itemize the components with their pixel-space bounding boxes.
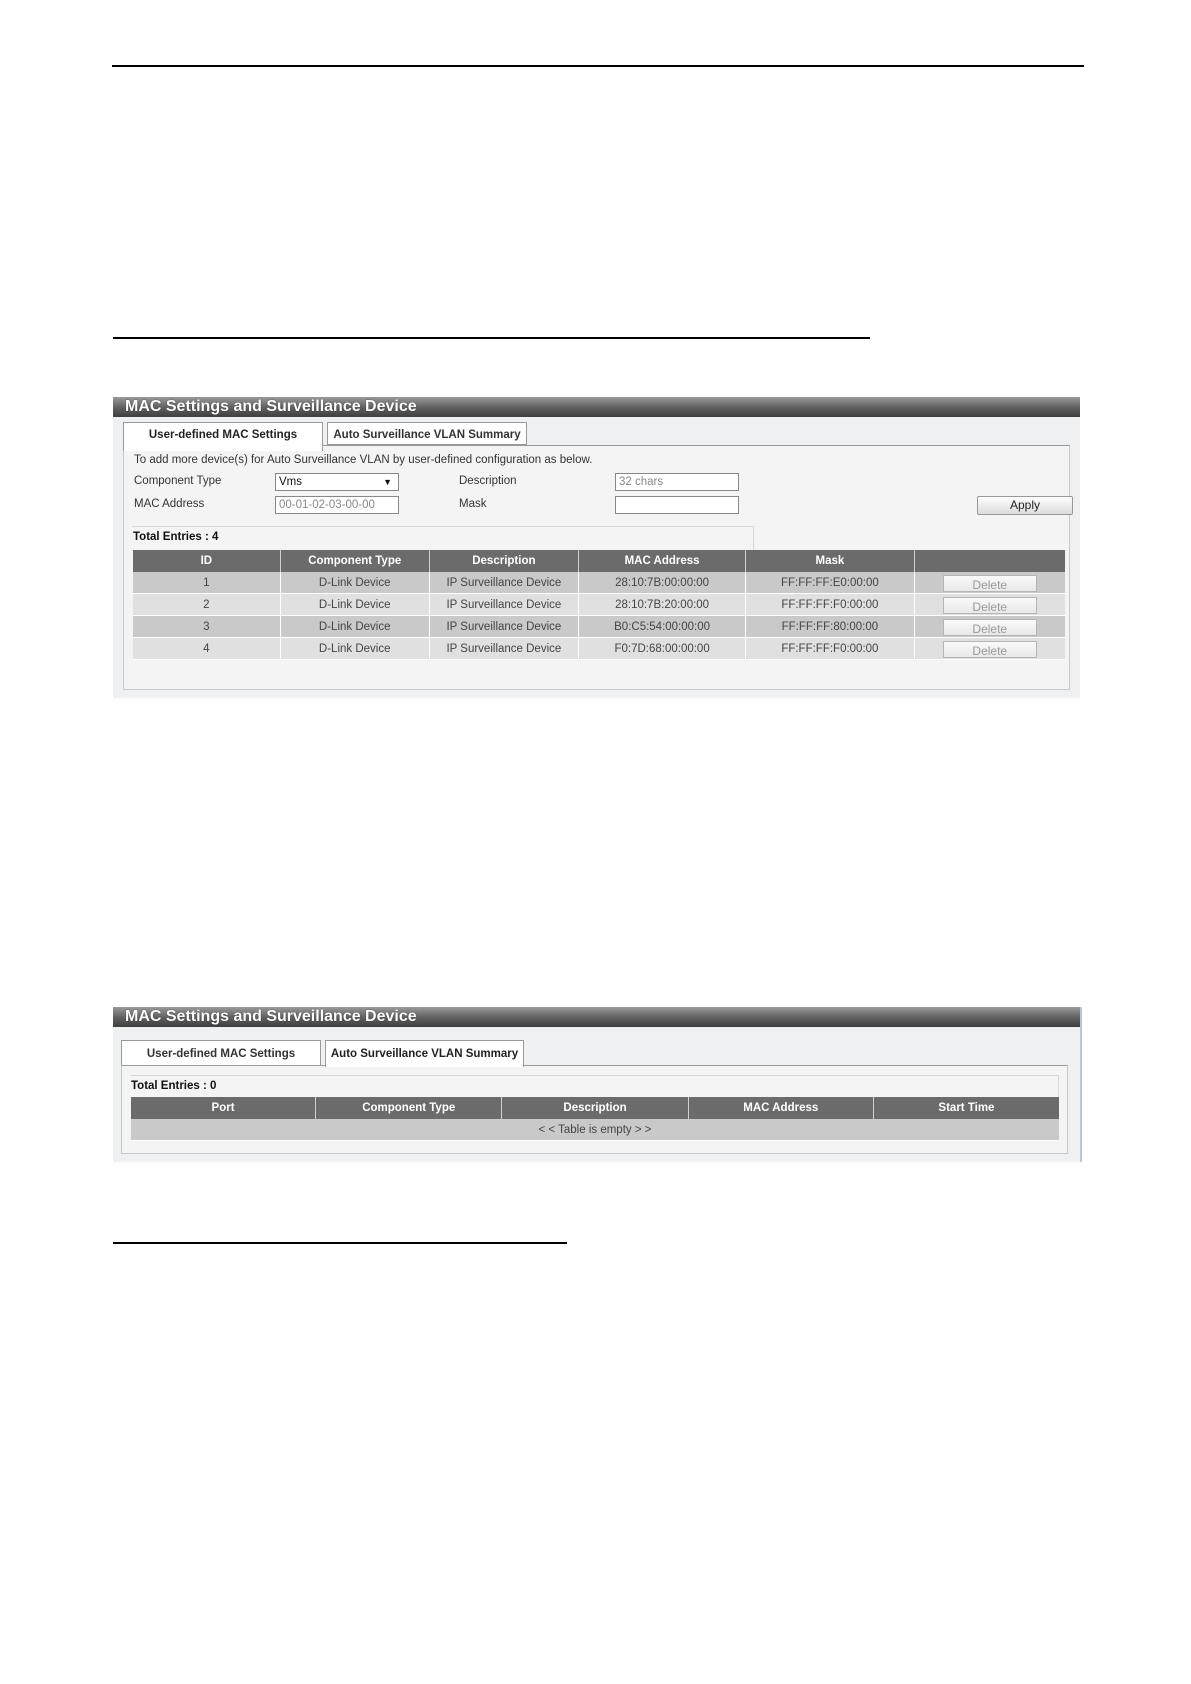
cell-id: 3 <box>133 616 280 638</box>
cell-mask: FF:FF:FF:80:00:00 <box>746 616 914 638</box>
column-header-description: Description <box>429 550 578 572</box>
mask-label: Mask <box>459 498 487 510</box>
cell-id: 1 <box>133 572 280 594</box>
cell-component-type: D-Link Device <box>280 572 429 594</box>
table-row <box>133 594 1065 616</box>
chevron-down-icon: ▼ <box>383 477 392 487</box>
table-row <box>131 1119 1059 1141</box>
cell-action <box>914 594 1065 616</box>
cell-mac-address: F0:7D:68:00:00:00 <box>578 638 745 660</box>
table-row <box>133 638 1065 660</box>
empty-table-message: < < Table is empty > > <box>131 1119 1059 1141</box>
column-header-mac-address: MAC Address <box>688 1097 873 1119</box>
column-header-component-type: Component Type <box>280 550 429 572</box>
mask-input[interactable] <box>615 496 739 514</box>
table-row <box>133 572 1065 594</box>
cell-mask: FF:FF:FF:F0:00:00 <box>746 638 914 660</box>
total-entries: Total Entries : 4 <box>132 526 754 551</box>
cell-id: 4 <box>133 638 280 660</box>
component-type-value: Vms <box>279 476 302 488</box>
description-label: Description <box>459 475 517 487</box>
cell-action <box>914 638 1065 660</box>
cell-component-type: D-Link Device <box>280 594 429 616</box>
section-underline-1 <box>113 337 870 339</box>
column-header-mask: Mask <box>746 550 914 572</box>
mac-settings-table <box>133 550 1065 660</box>
description-input[interactable]: 32 chars <box>615 473 739 491</box>
column-header-action <box>914 550 1065 572</box>
tab-bar <box>113 417 1080 445</box>
delete-button[interactable]: Delete <box>943 597 1037 614</box>
tab-user-defined-mac-settings[interactable]: User-defined MAC Settings <box>121 1040 321 1066</box>
cell-component-type: D-Link Device <box>280 616 429 638</box>
intro-text: To add more device(s) for Auto Surveillance VLAN by user-defined configuration as below. <box>134 454 593 466</box>
tab-content <box>121 1065 1068 1154</box>
table-row <box>133 616 1065 638</box>
cell-mac-address: B0:C5:54:00:00:00 <box>578 616 745 638</box>
delete-button[interactable]: Delete <box>943 641 1037 658</box>
tab-user-defined-mac-settings[interactable]: User-defined MAC Settings <box>123 422 323 451</box>
column-header-start-time: Start Time <box>873 1097 1059 1119</box>
tab-auto-surveillance-vlan-summary[interactable]: Auto Surveillance VLAN Summary <box>327 422 527 445</box>
cell-mask: FF:FF:FF:E0:00:00 <box>746 572 914 594</box>
cell-description: IP Surveillance Device <box>429 616 578 638</box>
cell-action <box>914 572 1065 594</box>
cell-description: IP Surveillance Device <box>429 638 578 660</box>
panel-title: MAC Settings and Surveillance Device <box>113 397 1080 417</box>
cell-id: 2 <box>133 594 280 616</box>
tab-auto-surveillance-vlan-summary[interactable]: Auto Surveillance VLAN Summary <box>325 1040 524 1067</box>
column-header-description: Description <box>502 1097 688 1119</box>
cell-action <box>914 616 1065 638</box>
section-underline-2 <box>113 1242 567 1244</box>
column-header-port: Port <box>131 1097 316 1119</box>
mac-address-input[interactable]: 00-01-02-03-00-00 <box>275 496 399 514</box>
mac-settings-panel-user-defined <box>113 397 1080 698</box>
cell-component-type: D-Link Device <box>280 638 429 660</box>
column-header-id: ID <box>133 550 280 572</box>
mac-address-label: MAC Address <box>134 498 205 510</box>
cell-mask: FF:FF:FF:F0:00:00 <box>746 594 914 616</box>
apply-button[interactable]: Apply <box>977 496 1073 515</box>
total-entries: Total Entries : 0 <box>130 1075 1059 1099</box>
column-header-component-type: Component Type <box>316 1097 502 1119</box>
cell-mac-address: 28:10:7B:20:00:00 <box>578 594 745 616</box>
tab-content <box>123 445 1070 690</box>
cell-description: IP Surveillance Device <box>429 572 578 594</box>
cell-mac-address: 28:10:7B:00:00:00 <box>578 572 745 594</box>
component-type-label: Component Type <box>134 475 222 487</box>
column-header-mac-address: MAC Address <box>578 550 745 572</box>
delete-button[interactable]: Delete <box>943 575 1037 592</box>
header-rule <box>112 65 1084 67</box>
delete-button[interactable]: Delete <box>943 619 1037 636</box>
cell-description: IP Surveillance Device <box>429 594 578 616</box>
panel-title: MAC Settings and Surveillance Device <box>113 1007 1080 1027</box>
mac-settings-panel-auto-summary <box>113 1007 1082 1162</box>
surveillance-summary-table <box>131 1097 1059 1141</box>
tab-bar <box>113 1027 1080 1060</box>
component-type-select[interactable] <box>275 473 399 491</box>
